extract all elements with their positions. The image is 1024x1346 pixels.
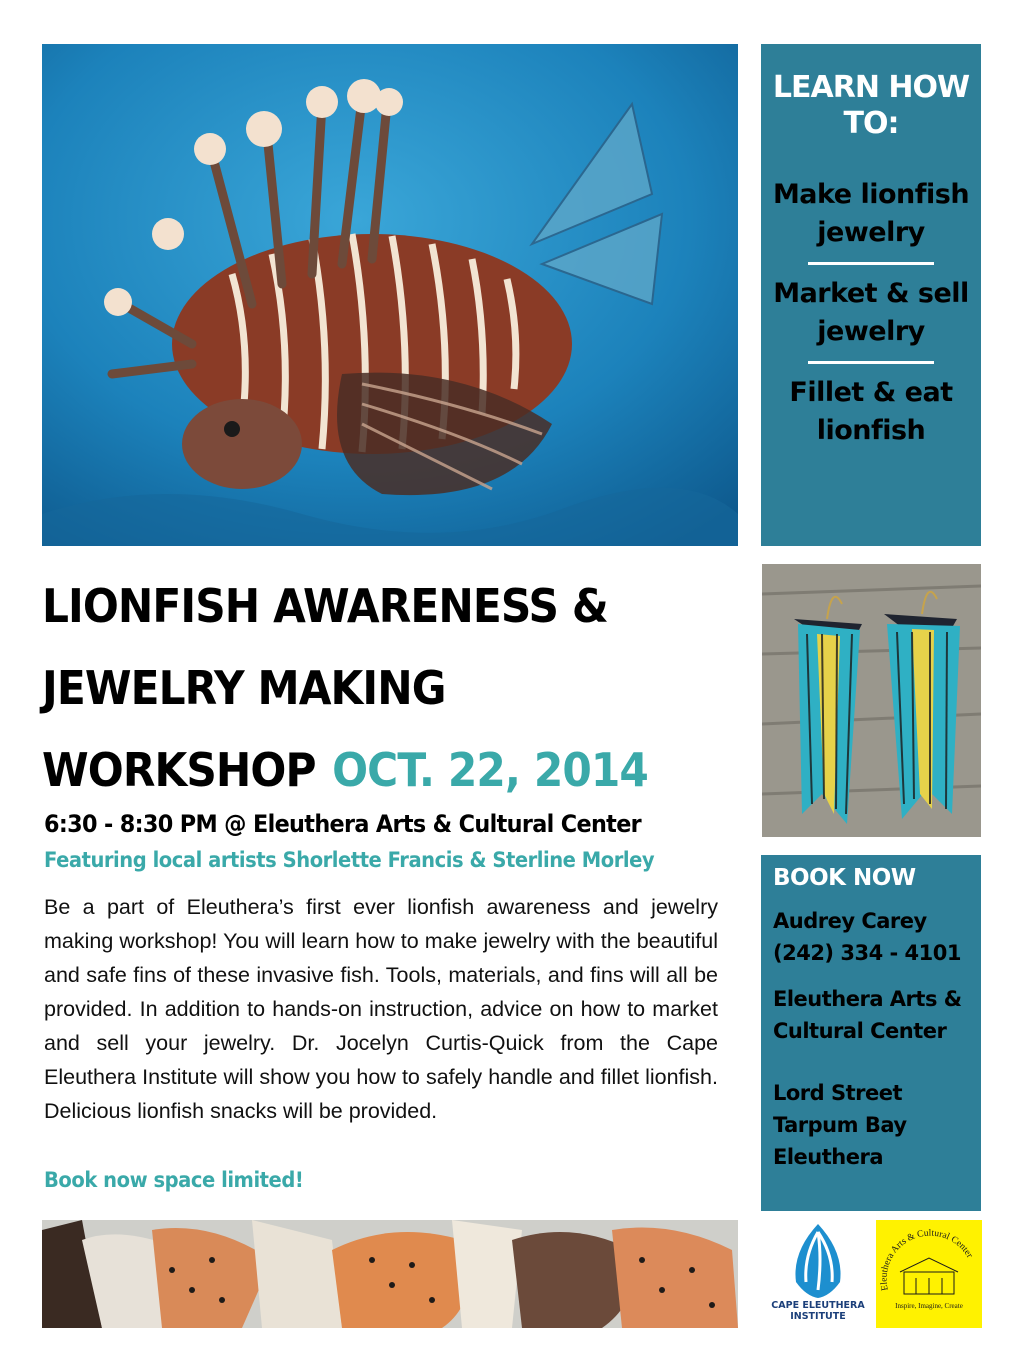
contact-name: Audrey Carey [773, 909, 927, 933]
eacc-tagline: Inspire, Imagine, Create [895, 1302, 963, 1310]
venue-line-1: Eleuthera Arts & [773, 987, 962, 1011]
eacc-name: Eleuthera Arts & Cultural Center [879, 1228, 975, 1292]
learn-item-market: Market & sell jewelry [773, 278, 969, 347]
headline-line-1: LIONFISH AWARENESS & [42, 579, 608, 633]
divider [808, 262, 934, 265]
event-description: Be a part of Eleuthera’s first ever lionfish awareness and jewelry making workshop! You will learn how to make jewelry with the beautiful and safe fins of these invasive fish. Tools, materials, and fins will all be provided. In addition to hands-on instruction, advice on how to market and sell your jewelry. Dr. Jocelyn Curtis-Quick from the Cape Eleuthera Institute will show you how to safely handle and fillet lionfish. Delicious lionfish snacks will be provided. [44, 895, 718, 1123]
divider [808, 361, 934, 364]
headline-line-3: WORKSHOP [42, 743, 316, 797]
earrings-photo [762, 564, 981, 837]
featured-artists: Featuring local artists Shorlette Francis & Sterline Morley [44, 848, 655, 872]
learn-how-title: LEARN HOW TO: [772, 70, 970, 141]
learn-item-fillet: Fillet & eat lionfish [789, 377, 953, 446]
book-now-heading: BOOK NOW [773, 865, 916, 891]
learn-how-panel [761, 44, 981, 546]
lionfish-photo [42, 44, 738, 546]
cei-label-2: INSTITUTE [790, 1311, 846, 1322]
address-line-2: Tarpum Bay [773, 1113, 907, 1137]
address-line-1: Lord Street [773, 1081, 903, 1105]
lionfish-fins-photo [42, 1220, 738, 1328]
address-line-3: Eleuthera [773, 1145, 883, 1169]
venue-line-2: Cultural Center [773, 1019, 947, 1043]
contact-phone: (242) 334 - 4101 [773, 941, 961, 965]
page-title [42, 565, 686, 811]
event-time-place: 6:30 - 8:30 PM @ Eleuthera Arts & Cultural Center [44, 810, 642, 838]
shell-icon [782, 1222, 854, 1300]
eleuthera-arts-logo [876, 1220, 982, 1328]
cei-label-1: CAPE ELEUTHERA [771, 1300, 865, 1311]
cape-eleuthera-institute-logo [768, 1222, 868, 1328]
learn-item-jewelry: Make lionfish jewelry [772, 179, 970, 248]
book-now-callout: Book now space limited! [44, 1168, 304, 1192]
headline-line-2: JEWELRY MAKING [42, 661, 446, 715]
event-date: OCT. 22, 2014 [332, 743, 648, 797]
book-now-panel [761, 855, 981, 1211]
